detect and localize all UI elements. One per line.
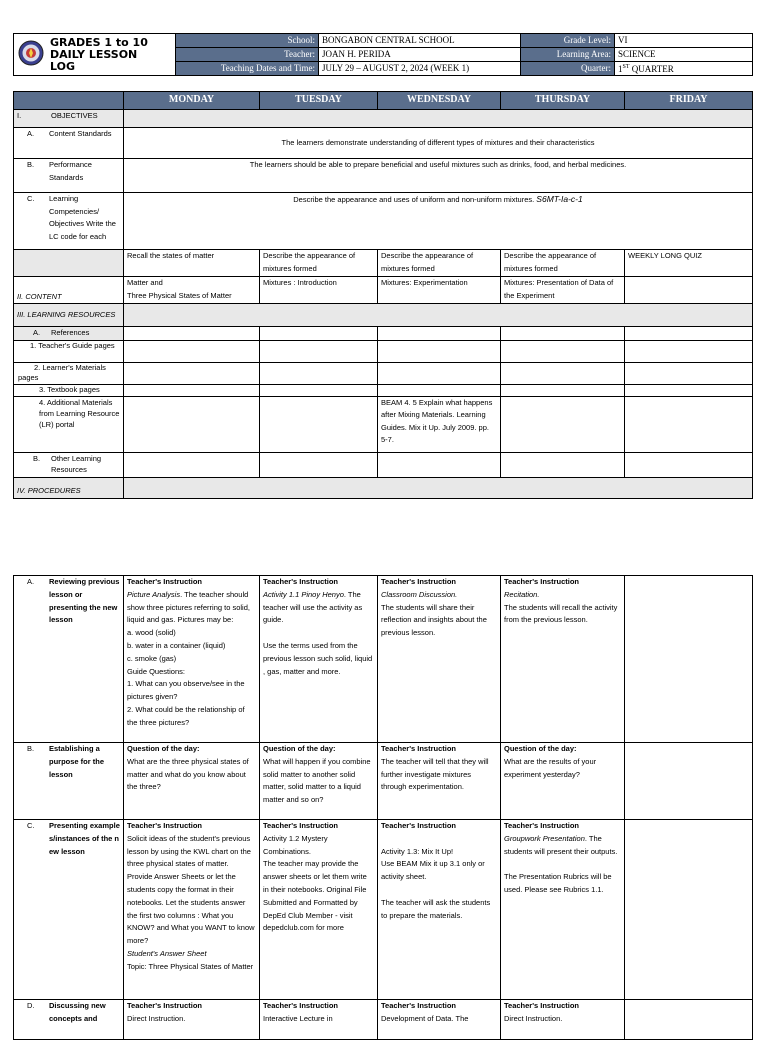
content-tuesday: Mixtures : Introduction bbox=[260, 277, 378, 304]
references-wednesday bbox=[378, 327, 501, 341]
d-tue-head: Teacher's Instruction bbox=[263, 1001, 338, 1010]
or-thursday bbox=[501, 452, 625, 477]
quarter-word: QUARTER bbox=[629, 64, 674, 74]
objective-friday: WEEKLY LONG QUIZ bbox=[625, 250, 753, 277]
am-thursday bbox=[501, 396, 625, 452]
objective-thursday: Describe the appearance of mixtures formed bbox=[501, 250, 625, 277]
c-wed-text: Activity 1.3: Mix It Up! bbox=[381, 846, 454, 856]
references-title: References bbox=[51, 328, 90, 337]
a-tue-text2: Use the terms used from the previous lesson such solid, liquid , gas, matter and more. bbox=[263, 640, 373, 676]
procedure-d-label bbox=[14, 1000, 124, 1040]
objectives-spacer bbox=[124, 110, 753, 128]
or-monday bbox=[124, 452, 260, 477]
procedure-b-tuesday bbox=[260, 743, 378, 820]
procedure-b-monday bbox=[124, 743, 260, 820]
day-thursday: THURSDAY bbox=[501, 92, 625, 110]
lm-friday bbox=[625, 362, 753, 384]
procedure-a-monday bbox=[124, 576, 260, 743]
a-mon-italic: Picture Analysis bbox=[127, 589, 181, 599]
header-table bbox=[13, 33, 753, 76]
procedure-c-title: Presenting examples/instances of the new lesson bbox=[49, 821, 120, 856]
procedure-d-num: D. bbox=[27, 1001, 35, 1010]
procedure-c-monday bbox=[124, 820, 260, 1000]
a-thu-head: Teacher's Instruction bbox=[504, 577, 579, 586]
dates-value: JULY 29 – AUGUST 2, 2024 (WEEK 1) bbox=[319, 62, 521, 76]
procedure-d-friday bbox=[625, 1000, 753, 1040]
dll-title: GRADES 1 to 10 DAILY LESSON LOG bbox=[50, 35, 148, 73]
learning-area-value: SCIENCE bbox=[615, 48, 753, 62]
procedure-c-label bbox=[14, 820, 124, 1000]
dates-label: Teaching Dates and Time: bbox=[176, 62, 319, 76]
procedures-spacer bbox=[124, 477, 753, 498]
procedure-c-wednesday bbox=[378, 820, 501, 1000]
c-tue-text2: The teacher may provide the answer sheets or let them write in their notebooks. Original File Submitted and Formatted by DepEd Club Member - visit depedclub.com for more bbox=[263, 859, 367, 933]
am-wednesday: BEAM 4. 5 Explain what happens after Mixing Materials. Learning Guides. Mix it Up. July 2009. pp. 5-7. bbox=[378, 396, 501, 452]
b-mon-head: Question of the day: bbox=[127, 744, 200, 753]
performance-standards-title: Performance Standards bbox=[49, 160, 92, 182]
content-heading: II. CONTENT bbox=[14, 277, 124, 304]
a-wed-head: Teacher's Instruction bbox=[381, 577, 456, 586]
content-standards-text: The learners demonstrate understanding of different types of mixtures and their characteristics bbox=[124, 128, 753, 159]
procedures-heading: IV. PROCEDURES bbox=[14, 477, 124, 498]
resources-heading: III. LEARNING RESOURCES bbox=[14, 304, 124, 327]
competencies-text bbox=[124, 193, 753, 250]
references-label: A. References bbox=[14, 327, 124, 341]
lm-monday bbox=[124, 362, 260, 384]
content-standards-label bbox=[14, 128, 124, 159]
d-mon-head: Teacher's Instruction bbox=[127, 1001, 202, 1010]
am-tuesday bbox=[260, 396, 378, 452]
procedure-a-label bbox=[14, 576, 124, 743]
textbook-label bbox=[14, 384, 124, 396]
procedure-d-thursday bbox=[501, 1000, 625, 1040]
b-thu-head: Question of the day: bbox=[504, 744, 577, 753]
objectives-num: I. bbox=[17, 111, 22, 120]
a-thu-italic: Recitation. bbox=[504, 589, 540, 599]
grade-level-label: Grade Level: bbox=[521, 34, 615, 48]
c-wed-head: Teacher's Instruction bbox=[381, 821, 456, 830]
grade-level-value: VI bbox=[615, 34, 753, 48]
procedure-d-title: Discussing new concepts and bbox=[49, 1001, 106, 1023]
resources-spacer bbox=[124, 304, 753, 327]
teachers-guide-label bbox=[14, 340, 124, 362]
d-wed-text: Development of Data. The bbox=[381, 1013, 469, 1023]
procedure-d-monday bbox=[124, 1000, 260, 1040]
lm-wednesday bbox=[378, 362, 501, 384]
b-mon-text: What are the three physical states of matter and what do you know about the three? bbox=[127, 756, 249, 792]
procedure-c-tuesday bbox=[260, 820, 378, 1000]
objective-wednesday: Describe the appearance of mixtures formed bbox=[378, 250, 501, 277]
header-title-cell bbox=[14, 34, 176, 76]
performance-standards-text: The learners should be able to prepare beneficial and useful mixtures such as drinks, food, and herbal medicines. bbox=[124, 159, 753, 193]
procedure-b-thursday bbox=[501, 743, 625, 820]
tg-tuesday bbox=[260, 340, 378, 362]
content-thursday: Mixtures: Presentation of Data of the Experiment bbox=[501, 277, 625, 304]
c-mon-text2: Topic: Three Physical States of Matter bbox=[127, 961, 254, 971]
c-thu-head: Teacher's Instruction bbox=[504, 821, 579, 830]
references-friday bbox=[625, 327, 753, 341]
c-tue-text: Activity 1.2 Mystery Combinations. bbox=[263, 833, 328, 856]
content-standards-num: A. bbox=[27, 129, 35, 138]
procedure-c-friday bbox=[625, 820, 753, 1000]
d-tue-text: Interactive Lecture in bbox=[263, 1013, 333, 1023]
learners-materials-title: 2. Learner's Materials pages bbox=[18, 362, 106, 382]
competency-description: Describe the appearance and uses of uniform and non-uniform mixtures. bbox=[293, 195, 535, 204]
am-friday bbox=[625, 396, 753, 452]
lm-thursday bbox=[501, 362, 625, 384]
quarter-number: 1 bbox=[618, 64, 623, 74]
a-tue-italic: Activity 1.1 Pinoy Henyo bbox=[263, 589, 344, 599]
d-thu-head: Teacher's Instruction bbox=[504, 1001, 579, 1010]
b-tue-head: Question of the day: bbox=[263, 744, 336, 753]
daily-objectives-label bbox=[14, 250, 124, 277]
day-friday: FRIDAY bbox=[625, 92, 753, 110]
learning-area-label: Learning Area: bbox=[521, 48, 615, 62]
d-thu-text: Direct Instruction. bbox=[504, 1013, 563, 1023]
references-monday bbox=[124, 327, 260, 341]
procedure-c-thursday bbox=[501, 820, 625, 1000]
d-mon-text: Direct Instruction. bbox=[127, 1013, 186, 1023]
tg-thursday bbox=[501, 340, 625, 362]
a-mon-line: c. smoke (gas) bbox=[127, 653, 177, 663]
c-wed-text3: The teacher will ask the students to prepare the materials. bbox=[381, 897, 491, 920]
procedure-d-wednesday bbox=[378, 1000, 501, 1040]
lc-code: S6MT-Ia-c-1 bbox=[536, 194, 583, 204]
c-mon-italic: Student's Answer Sheet bbox=[127, 948, 207, 958]
teacher-value: JOAN H. PERIDA bbox=[319, 48, 521, 62]
a-tue-head: Teacher's Instruction bbox=[263, 577, 338, 586]
content-friday bbox=[625, 277, 753, 304]
b-wed-text: The teacher will tell that they will further investigate mixtures through experimentation. bbox=[381, 756, 489, 792]
tb-friday bbox=[625, 384, 753, 396]
tg-friday bbox=[625, 340, 753, 362]
references-tuesday bbox=[260, 327, 378, 341]
or-wednesday bbox=[378, 452, 501, 477]
a-mon-line: b. water in a container (liquid) bbox=[127, 640, 226, 650]
tb-tuesday bbox=[260, 384, 378, 396]
a-thu-text: The students will recall the activity from the previous lesson. bbox=[504, 602, 618, 625]
procedure-b-title: Establishing a purpose for the lesson bbox=[49, 744, 105, 779]
performance-standards-num: B. bbox=[27, 160, 35, 169]
competencies-num: C. bbox=[27, 194, 35, 203]
a-mon-line: a. wood (solid) bbox=[127, 628, 176, 638]
day-wednesday: WEDNESDAY bbox=[378, 92, 501, 110]
procedure-a-num: A. bbox=[27, 577, 35, 586]
procedure-b-friday bbox=[625, 743, 753, 820]
c-tue-head: Teacher's Instruction bbox=[263, 821, 338, 830]
quarter-label: Quarter: bbox=[521, 62, 615, 76]
learners-materials-label bbox=[14, 362, 124, 384]
teachers-guide-title: 1. Teacher's Guide pages bbox=[30, 340, 115, 350]
tb-thursday bbox=[501, 384, 625, 396]
corner-header bbox=[14, 92, 124, 110]
c-thu-text2: The Presentation Rubrics will be used. Please see Rubrics 1.1. bbox=[504, 872, 612, 894]
competencies-title: Learning Competencies/ Objectives Write the LC code for each bbox=[49, 194, 116, 241]
tg-monday bbox=[124, 340, 260, 362]
or-friday bbox=[625, 452, 753, 477]
other-resources-label: B. Other Learning Resources bbox=[14, 452, 124, 477]
d-wed-head: Teacher's Instruction bbox=[381, 1001, 456, 1010]
a-tue-text: . The teacher will use the activity as guide. bbox=[263, 589, 363, 625]
c-wed-text2: Use BEAM Mix it up 3.1 only or activity sheet. bbox=[381, 859, 485, 882]
competencies-label bbox=[14, 193, 124, 250]
procedure-b-label bbox=[14, 743, 124, 820]
c-thu-italic: Groupwork Presentation bbox=[504, 833, 585, 843]
objective-tuesday: Describe the appearance of mixtures formed bbox=[260, 250, 378, 277]
objective-monday: Recall the states of matter bbox=[124, 250, 260, 277]
textbook-title: 3. Textbook pages bbox=[39, 384, 100, 394]
day-monday: MONDAY bbox=[124, 92, 260, 110]
day-tuesday: TUESDAY bbox=[260, 92, 378, 110]
a-mon-text: . The teacher should show three pictures referring to solid, liquid and gas. Pictures may be: bbox=[127, 589, 250, 625]
procedure-c-num: C. bbox=[27, 821, 35, 830]
additional-materials-label: 4. Additional Materials from Learning Resource (LR) portal bbox=[14, 396, 124, 452]
content-wednesday: Mixtures: Experimentation bbox=[378, 277, 501, 304]
b-tue-text: What will happen if you combine solid matter to another solid matter, solid matter to a liquid matter and so on? bbox=[263, 756, 371, 805]
am-monday bbox=[124, 396, 260, 452]
procedure-d-tuesday bbox=[260, 1000, 378, 1040]
school-value: BONGABON CENTRAL SCHOOL bbox=[319, 34, 521, 48]
procedure-b-wednesday bbox=[378, 743, 501, 820]
content-standards-title: Content Standards bbox=[49, 129, 112, 138]
school-label: School: bbox=[176, 34, 319, 48]
procedure-a-thursday bbox=[501, 576, 625, 743]
deped-seal-icon bbox=[18, 40, 44, 69]
tb-wednesday bbox=[378, 384, 501, 396]
b-thu-text: What are the results of your experiment yesterday? bbox=[504, 756, 597, 779]
performance-standards-label bbox=[14, 159, 124, 193]
a-wed-text: The students will share their reflection and insights about the previous lesson. bbox=[381, 602, 487, 638]
procedures-table bbox=[13, 575, 753, 1040]
lesson-table bbox=[13, 91, 753, 499]
tg-wednesday bbox=[378, 340, 501, 362]
a-wed-italic: Classroom Discussion. bbox=[381, 589, 458, 599]
objectives-title: OBJECTIVES bbox=[51, 111, 98, 120]
c-mon-text: Solicit ideas of the student's previous lesson by using the KWL chart on the three physical states of matter. Provide Answer Sheets or let the students copy the format in their notebooks. Let the students answer the first two columns : What you KNOW? and What you WANT to know more? bbox=[127, 833, 255, 946]
a-mon-head: Teacher's Instruction bbox=[127, 577, 202, 586]
procedure-a-friday bbox=[625, 576, 753, 743]
a-mon-line: 1. What can you observe/see in the pictures given? bbox=[127, 679, 245, 702]
procedure-a-title: Reviewing previous lesson or presenting the new lesson bbox=[49, 577, 120, 625]
c-mon-head: Teacher's Instruction bbox=[127, 821, 202, 830]
a-mon-line: Guide Questions: bbox=[127, 666, 185, 676]
procedure-a-wednesday bbox=[378, 576, 501, 743]
teacher-label: Teacher: bbox=[176, 48, 319, 62]
other-resources-title: Other Learning Resources bbox=[51, 453, 102, 474]
references-thursday bbox=[501, 327, 625, 341]
procedure-b-num: B. bbox=[27, 744, 35, 753]
or-tuesday bbox=[260, 452, 378, 477]
b-wed-head: Teacher's Instruction bbox=[381, 744, 456, 753]
quarter-suffix: ST bbox=[622, 64, 630, 70]
c-thu-text: . The students will present their outputs. bbox=[504, 833, 618, 856]
a-mon-line: 2. What could be the relationship of the three pictures? bbox=[127, 704, 245, 727]
procedure-a-tuesday bbox=[260, 576, 378, 743]
quarter-value bbox=[615, 62, 753, 76]
tb-monday bbox=[124, 384, 260, 396]
content-monday: Matter and Three Physical States of Matter bbox=[124, 277, 260, 304]
objectives-heading bbox=[14, 110, 124, 128]
lm-tuesday bbox=[260, 362, 378, 384]
